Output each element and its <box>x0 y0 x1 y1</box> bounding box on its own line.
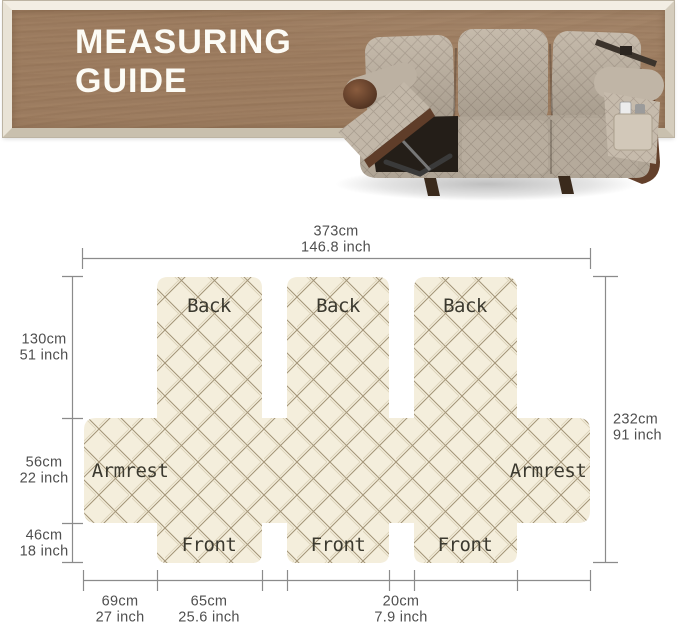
measure-total-height-cm: 232cm <box>613 411 659 428</box>
measure-total-height-inch: 91 inch <box>613 427 662 443</box>
measure-armrest-height <box>20 456 69 487</box>
measure-back-height <box>20 333 69 364</box>
sofa-side-pocket <box>614 114 652 150</box>
measure-front-width-cm: 65cm <box>190 593 228 610</box>
panel-label-front-2: Front <box>310 534 366 556</box>
measure-total-height <box>613 413 662 444</box>
measure-total-width <box>301 225 371 256</box>
measure-front-width <box>178 595 240 623</box>
measure-total-width-cm: 373cm <box>313 223 359 240</box>
measure-front-width-inch: 25.6 inch <box>178 609 240 623</box>
panel-label-armrest-right: Armrest <box>509 460 587 482</box>
panel-label-front-1: Front <box>181 534 237 556</box>
cover-shape <box>84 277 590 563</box>
measure-front-height <box>20 529 69 560</box>
panel-label-front-3: Front <box>437 534 493 556</box>
measure-back-height-inch: 51 inch <box>19 347 69 363</box>
measure-armrest-width <box>96 595 145 623</box>
panel-label-back-2: Back <box>316 295 360 317</box>
page-title-line1: MEASURING <box>75 23 292 61</box>
panel-label-back-1: Back <box>187 295 231 317</box>
panel-label-armrest-left: Armrest <box>91 460 169 482</box>
measure-front-height-inch: 18 inch <box>19 543 69 559</box>
measure-gap-width-inch: 7.9 inch <box>374 609 428 623</box>
measure-back-height-cm: 130cm <box>21 331 67 348</box>
page-title-line2: GUIDE <box>75 62 188 100</box>
measure-armrest-height-cm: 56cm <box>25 454 63 471</box>
measure-armrest-height-inch: 22 inch <box>19 470 69 486</box>
sofa-photo <box>302 14 666 210</box>
measure-total-width-inch: 146.8 inch <box>301 239 371 255</box>
measure-front-height-cm: 46cm <box>25 527 63 544</box>
panel-label-back-3: Back <box>443 295 487 317</box>
measure-gap-width <box>374 595 427 623</box>
measure-gap-width-cm: 20cm <box>382 593 420 610</box>
measure-armrest-width-inch: 27 inch <box>95 609 145 623</box>
measure-armrest-width-cm: 69cm <box>101 593 139 610</box>
